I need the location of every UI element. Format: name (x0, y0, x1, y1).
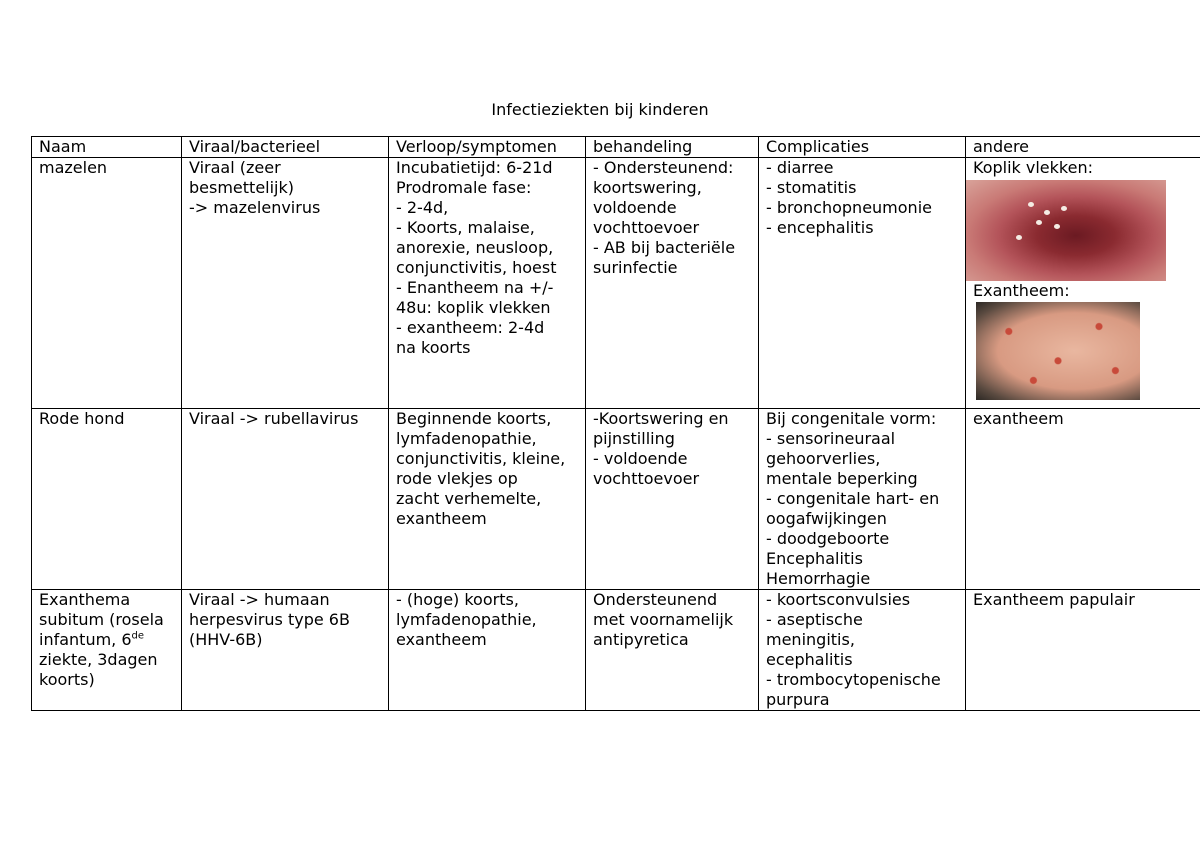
header-andere: andere (966, 137, 1200, 158)
cell-behandeling: - Ondersteunend: koortswering, voldoende vochttoevoer - AB bij bacteriële surinfectie (586, 158, 759, 409)
document-title: Infectieziekten bij kinderen (491, 100, 709, 119)
naam-superscript: de (131, 630, 145, 642)
naam-part1: Exanthema subitum (rosela infantum, 6 (39, 590, 164, 649)
header-naam: Naam (32, 137, 182, 158)
cell-naam (32, 590, 182, 711)
exantheem-label: Exantheem: (973, 281, 1070, 300)
exantheem-photo (976, 302, 1140, 400)
table-row (32, 158, 1200, 409)
table-row (32, 409, 1200, 590)
cell-verloop: - (hoge) koorts, lymfadenopathie, exantheem (389, 590, 586, 711)
table-row (32, 590, 1200, 711)
cell-behandeling: -Koortswering en pijnstilling - voldoende vochttoevoer (586, 409, 759, 590)
header-behandeling: behandeling (586, 137, 759, 158)
cell-complicaties: - koortsconvulsies - aseptische meningitis, ecephalitis - trombocytopenische purpura (759, 590, 966, 711)
disease-table (31, 136, 1200, 711)
cell-type: Viraal (zeer besmettelijk) -> mazelenvirus (182, 158, 389, 409)
naam-part2: ziekte, 3dagen koorts) (39, 650, 158, 689)
cell-andere (966, 158, 1200, 409)
cell-verloop: Incubatietijd: 6-21d Prodromale fase: - 2-4d, - Koorts, malaise, anorexie, neusloop, conjunctivitis, hoest - Enantheem na +/- 48u: koplik vlekken - exantheem: 2-4d na koorts (389, 158, 586, 409)
table-header-row (32, 137, 1200, 158)
cell-type: Viraal -> rubellavirus (182, 409, 389, 590)
cell-verloop: Beginnende koorts, lymfadenopathie, conjunctivitis, kleine, rode vlekjes op zacht verhemelte, exantheem (389, 409, 586, 590)
header-viraal-bacterieel: Viraal/bacterieel (182, 137, 389, 158)
cell-naam: mazelen (32, 158, 182, 409)
koplik-label: Koplik vlekken: (973, 158, 1093, 177)
cell-naam: Rode hond (32, 409, 182, 590)
cell-andere: exantheem (966, 409, 1200, 590)
cell-complicaties: Bij congenitale vorm: - sensorineuraal gehoorverlies, mentale beperking - congenitale hart- en oogafwijkingen - doodgeboorte Encephalitis Hemorrhagie (759, 409, 966, 590)
cell-type: Viraal -> humaan herpesvirus type 6B (HHV-6B) (182, 590, 389, 711)
cell-behandeling: Ondersteunend met voornamelijk antipyretica (586, 590, 759, 711)
cell-andere: Exantheem papulair (966, 590, 1200, 711)
koplik-spots-photo (966, 180, 1166, 281)
header-complicaties: Complicaties (759, 137, 966, 158)
header-verloop-symptomen: Verloop/symptomen (389, 137, 586, 158)
cell-complicaties: - diarree - stomatitis - bronchopneumonie - encephalitis (759, 158, 966, 409)
